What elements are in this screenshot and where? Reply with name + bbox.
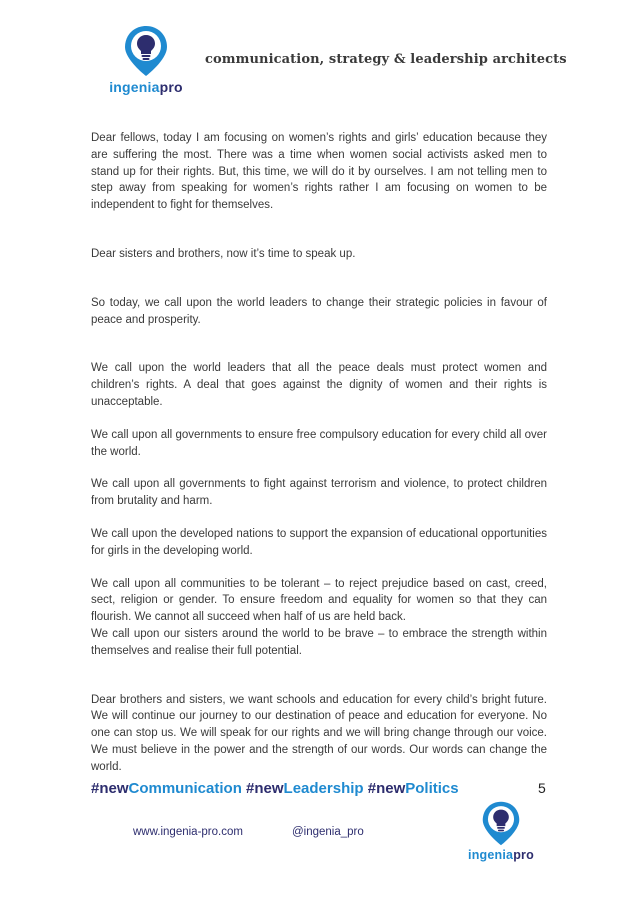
paragraph: Dear brothers and sisters, we want schools and education for every child’s bright future. We will continue our journey to our destination of peace and education for everyone. No one can stop us. We will speak for our rights and we will bring change through our voice. We must believe in the power and the strength of our words. Our words can change the world. <box>91 693 547 773</box>
social-handle-link[interactable]: @ingenia_pro <box>292 826 364 838</box>
hashtag-communication[interactable]: #newCommunication <box>91 780 242 797</box>
paragraph: We call upon all governments to fight against terrorism and violence, to protect children from brutality and harm. <box>91 478 547 508</box>
hashtags <box>91 780 459 797</box>
brand-logo-text: ingeniapro <box>468 848 534 862</box>
paragraph: We call upon our sisters around the world to be brave – to embrace the strength within themselves and realise their full potential. <box>91 627 547 657</box>
document-body <box>91 130 547 776</box>
header-tagline: communication, strategy & leadership architects <box>205 52 567 67</box>
website-link[interactable]: www.ingenia-pro.com <box>133 826 243 838</box>
paragraph: Dear sisters and brothers, now it’s time to speak up. <box>91 247 356 260</box>
brand-logo-text: ingeniapro <box>109 79 183 95</box>
paragraph: Dear fellows, today I am focusing on women’s rights and girls’ education because they are suffering the most. There was a time when women social activists asked men to stand up for their rights. But, this time, we will do it by ourselves. I am not telling men to step away from speaking for women’s rights rather I am focusing on women to be independent to fight for themselves. <box>91 132 547 212</box>
brand-logo <box>103 24 189 95</box>
paragraph: So today, we call upon the world leaders to change their strategic policies in favour of peace and prosperity. <box>91 296 547 326</box>
page-number: 5 <box>538 780 546 796</box>
lightbulb-pin-icon <box>123 24 169 78</box>
paragraph: We call upon all governments to ensure free compulsory education for every child all over the world. <box>91 428 547 458</box>
hashtag-politics[interactable]: #newPolitics <box>367 780 459 797</box>
lightbulb-pin-icon <box>481 800 521 847</box>
paragraph: We call upon all communities to be tolerant – to reject prejudice based on cast, creed, sect, religion or gender. To ensure freedom and equality for women so that they can flourish. We cannot all succeed when half of us are held back. <box>91 577 547 624</box>
footer-brand-logo <box>458 800 544 862</box>
paragraph: We call upon the developed nations to support the expansion of educational opportunities for girls in the developing world. <box>91 527 547 557</box>
paragraph: We call upon the world leaders that all the peace deals must protect women and children’s rights. A deal that goes against the dignity of women and their rights is unacceptable. <box>91 362 547 408</box>
hashtag-leadership[interactable]: #newLeadership <box>246 780 364 797</box>
